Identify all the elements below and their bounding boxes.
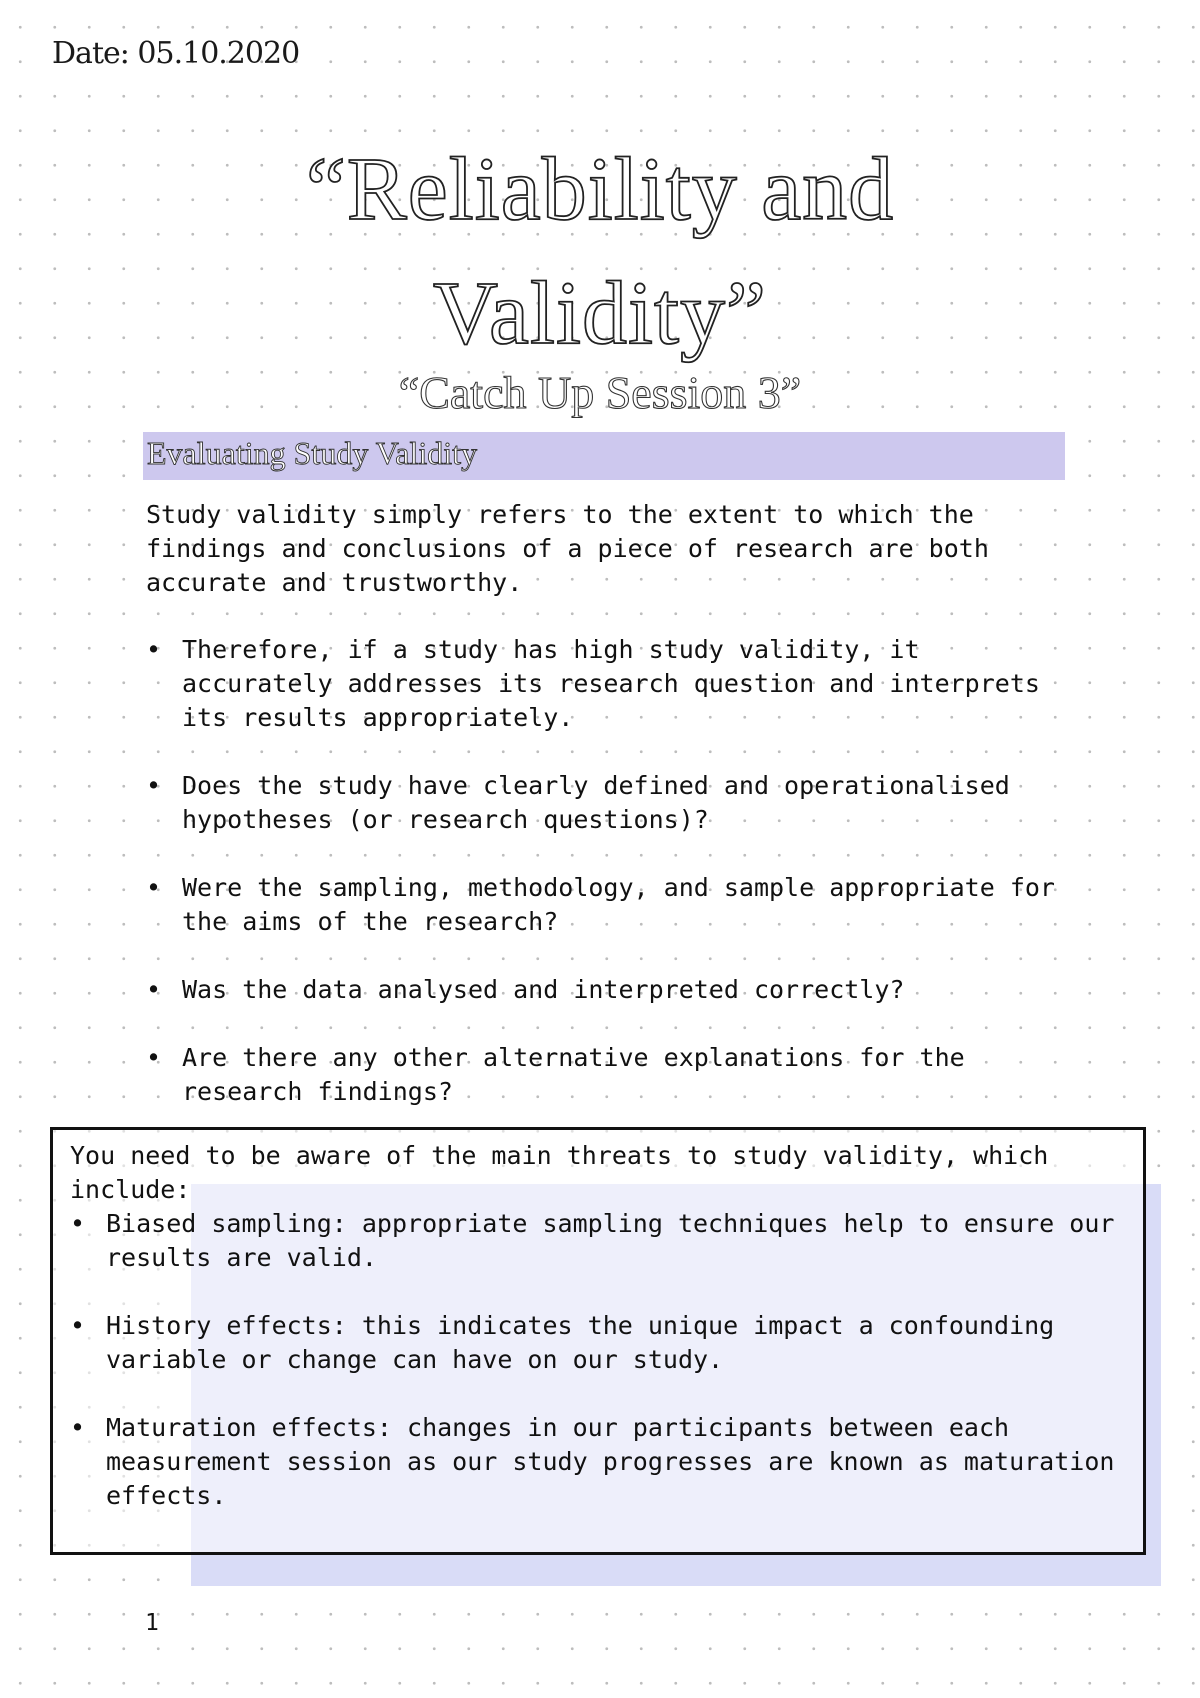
list-item: • History effects: this indicates the unique impact a confounding variable or change can have on our study. (70, 1309, 1129, 1377)
list-item: • Biased sampling: appropriate sampling techniques help to ensure our results are valid. (70, 1207, 1129, 1275)
date-label: Date: 05.10.2020 (52, 36, 300, 71)
threats-box (50, 1127, 1146, 1555)
validity-questions-list (146, 633, 1076, 1143)
list-item: • Were the sampling, methodology, and sample appropriate for the aims of the research? (146, 871, 1076, 939)
page-number: 1 (145, 1610, 159, 1636)
list-item: • Was the data analysed and interpreted correctly? (146, 973, 1076, 1007)
title-line-1: “Reliability and (305, 140, 895, 239)
section-intro: Study validity simply refers to the extent to which the findings and conclusions of a piece of research are both accurate and trustworthy. (146, 500, 989, 597)
list-item: • Does the study have clearly defined and operationalised hypotheses (or research questions)? (146, 769, 1076, 837)
list-item: • Are there any other alternative explanations for the research findings? (146, 1041, 1076, 1109)
page-title (0, 128, 1200, 376)
title-line-2: Validity” (433, 264, 767, 363)
page-subtitle: “Catch Up Session 3” (398, 367, 802, 418)
threats-intro: You need to be aware of the main threats to study validity, which include: (70, 1141, 1049, 1204)
list-item: • Maturation effects: changes in our participants between each measurement session as our study progresses are known as maturation effects. (70, 1411, 1129, 1513)
section-heading: Evaluating Study Validity (147, 435, 478, 471)
threats-list (70, 1207, 1129, 1513)
list-item: • Therefore, if a study has high study validity, it accurately addresses its research question and interprets its results appropriately. (146, 633, 1076, 735)
